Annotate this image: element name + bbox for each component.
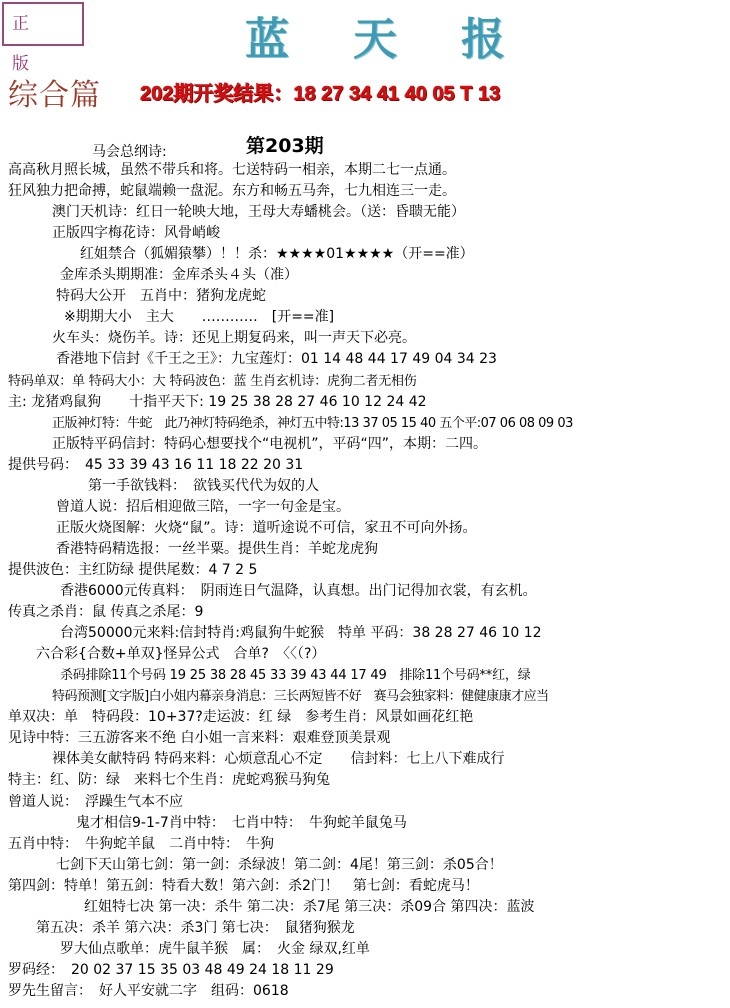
text-line: 六合彩{合数+单双}怪异公式 合单? 〈〈（?） — [36, 646, 326, 663]
text-line: 香港6000元传真料： 阴雨连日气温降，认真想。出门记得加衣裳，有玄机。 — [60, 583, 537, 599]
text-line: 高高秋月照长城，虽然不带兵和将。七送特码一相亲，本期二七一点通。 — [8, 162, 456, 178]
text-line: 红姐特七决 第一决：杀牛 第二决：杀7尾 第三决：杀09合 第四决：蓝波 — [84, 898, 535, 915]
masthead-title — [245, 10, 505, 70]
text-line: 单双决：单 特码段：10+37?走运波：红 绿 参考生肖：风景如画花红艳 — [8, 709, 474, 726]
text-line: 七剑下天山第七剑：第一剑：杀绿波！第二剑：4尾！第三剑：杀05合！ — [56, 856, 503, 873]
poem-title: 马会总纲诗: — [92, 144, 167, 160]
text-line: 特主：红、防：绿 来料七个生肖：虎蛇鸡猴马狗兔 — [8, 772, 330, 789]
text-line: 杀码排除11个号码 19 25 38 28 45 33 39 43 44 17 49 排除11个号码**红，绿 — [60, 668, 531, 684]
text-line: 香港地下信封《千王之王》：九宝莲灯：01 14 48 44 17 49 04 34 23 — [56, 351, 497, 368]
text-line: 第五决：杀羊 第六决：杀3门 第七决： 鼠猪狗猴龙 — [36, 919, 355, 936]
masthead-char-1: 蓝 — [245, 14, 289, 65]
text-line: 澳门天机诗：红日一轮映大地，王母大寿蟠桃会。（送：昏聩无能） — [52, 204, 465, 221]
text-line: 提供号码： 45 33 39 43 16 11 18 22 20 31 — [8, 456, 304, 473]
text-line: 正版火烧图解：火烧“鼠”。诗：道听途说不可信，家丑不可向外扬。 — [56, 519, 477, 536]
masthead-char-2: 天 — [353, 14, 397, 65]
text-line: 曾道人说： 浮躁生气本不应 — [8, 793, 183, 810]
text-line: 正版四字梅花诗：风骨峭峻 — [52, 225, 220, 242]
text-line: 见诗中特：三五游客来不绝 白小姐一言来料：艰难登顶美景观 — [8, 730, 391, 747]
text-line: 金库杀头期期准：金库杀头４头（准） — [60, 267, 298, 284]
text-line: 台湾50000元来料:信封特肖:鸡鼠狗牛蛇猴 特单 平码：38 28 27 46 10 12 — [60, 625, 542, 642]
text-line: 罗大仙点歌单：虎牛鼠羊猴 属： 火金 绿双,红单 — [60, 940, 370, 957]
text-line: 红姐禁合（狐媚猿攀）！！杀：★★★★01★★★★（开==准） — [80, 246, 474, 263]
text-line: 罗先生留言： 好人平安就二字 组码：0618 — [8, 982, 289, 999]
text-line: 五肖中特： 牛狗蛇羊鼠 二肖中特： 牛狗 — [8, 835, 274, 852]
genuine-stamp: 正 版 — [2, 2, 84, 46]
text-line: 特码预测[文字版]白小姐内幕亲身消息：三长两短皆不好 赛马会独家料：健健康康才应当 — [52, 689, 549, 705]
text-line: 第一手欲钱料： 欲钱买代代为奴的人 — [88, 477, 319, 494]
previous-draw-result: 202期开奖结果：18 27 34 41 40 05 T 13 — [140, 83, 501, 105]
text-line: 香港特码精选报：一丝半粟。提供生肖：羊蛇龙虎狗 — [56, 540, 378, 557]
text-line: 狂风独力把命搏，蛇鼠端赖一盘泥。东方和畅五马奔，七九相连三一走。 — [8, 183, 456, 200]
section-label: 综合篇 — [8, 78, 101, 113]
text-line: 曾道人说：招后相迎做三陪，一字一句金是宝。 — [56, 498, 350, 515]
text-line: 特码单双：单 特码大小：大 特码波色：蓝 生肖玄机诗：虎狗二者无相伤 — [8, 373, 417, 389]
text-line: 正版特平码信封：特码心想要找个“电视机”，平码“四”，本期：二四。 — [52, 435, 488, 452]
text-line: 鬼才相信9-1-7肖中特： 七肖中特： 牛狗蛇羊鼠兔马 — [76, 814, 407, 831]
text-line: 特码大公开 五肖中：猪狗龙虎蛇 — [56, 288, 266, 305]
text-line: 提供波色：主红防绿 提供尾数：4 7 2 5 — [8, 561, 258, 578]
text-line: ※期期大小 主大 ………… [开==准] — [64, 309, 335, 326]
text-line: 正版神灯特：牛蛇 此乃神灯特码绝杀，神灯五中特:13 37 05 15 40 五个平:07 06 08 09 03 — [52, 415, 573, 431]
masthead-char-3: 报 — [461, 14, 505, 65]
issue-number: 第203期 — [246, 135, 324, 157]
text-line: 火车头：烧伤羊。诗：还见上期复码来，叫一声天下必亮。 — [52, 330, 416, 347]
text-line: 主: 龙猪鸡鼠狗 十指平天下: 19 25 38 28 27 46 10 12 24 42 — [8, 393, 427, 410]
text-line: 罗码经： 20 02 37 15 35 03 48 49 24 18 11 29 — [8, 961, 334, 978]
text-line: 裸体美女献特码 特码来料：心烦意乱心不定 信封料：七上八下难成行 — [52, 751, 505, 768]
text-line: 第四剑：特单！第五剑：特看大数！第六剑：杀2门！ 第七剑：看蛇虎马！ — [8, 877, 479, 894]
text-line: 传真之杀肖：鼠 传真之杀尾：9 — [8, 604, 204, 621]
